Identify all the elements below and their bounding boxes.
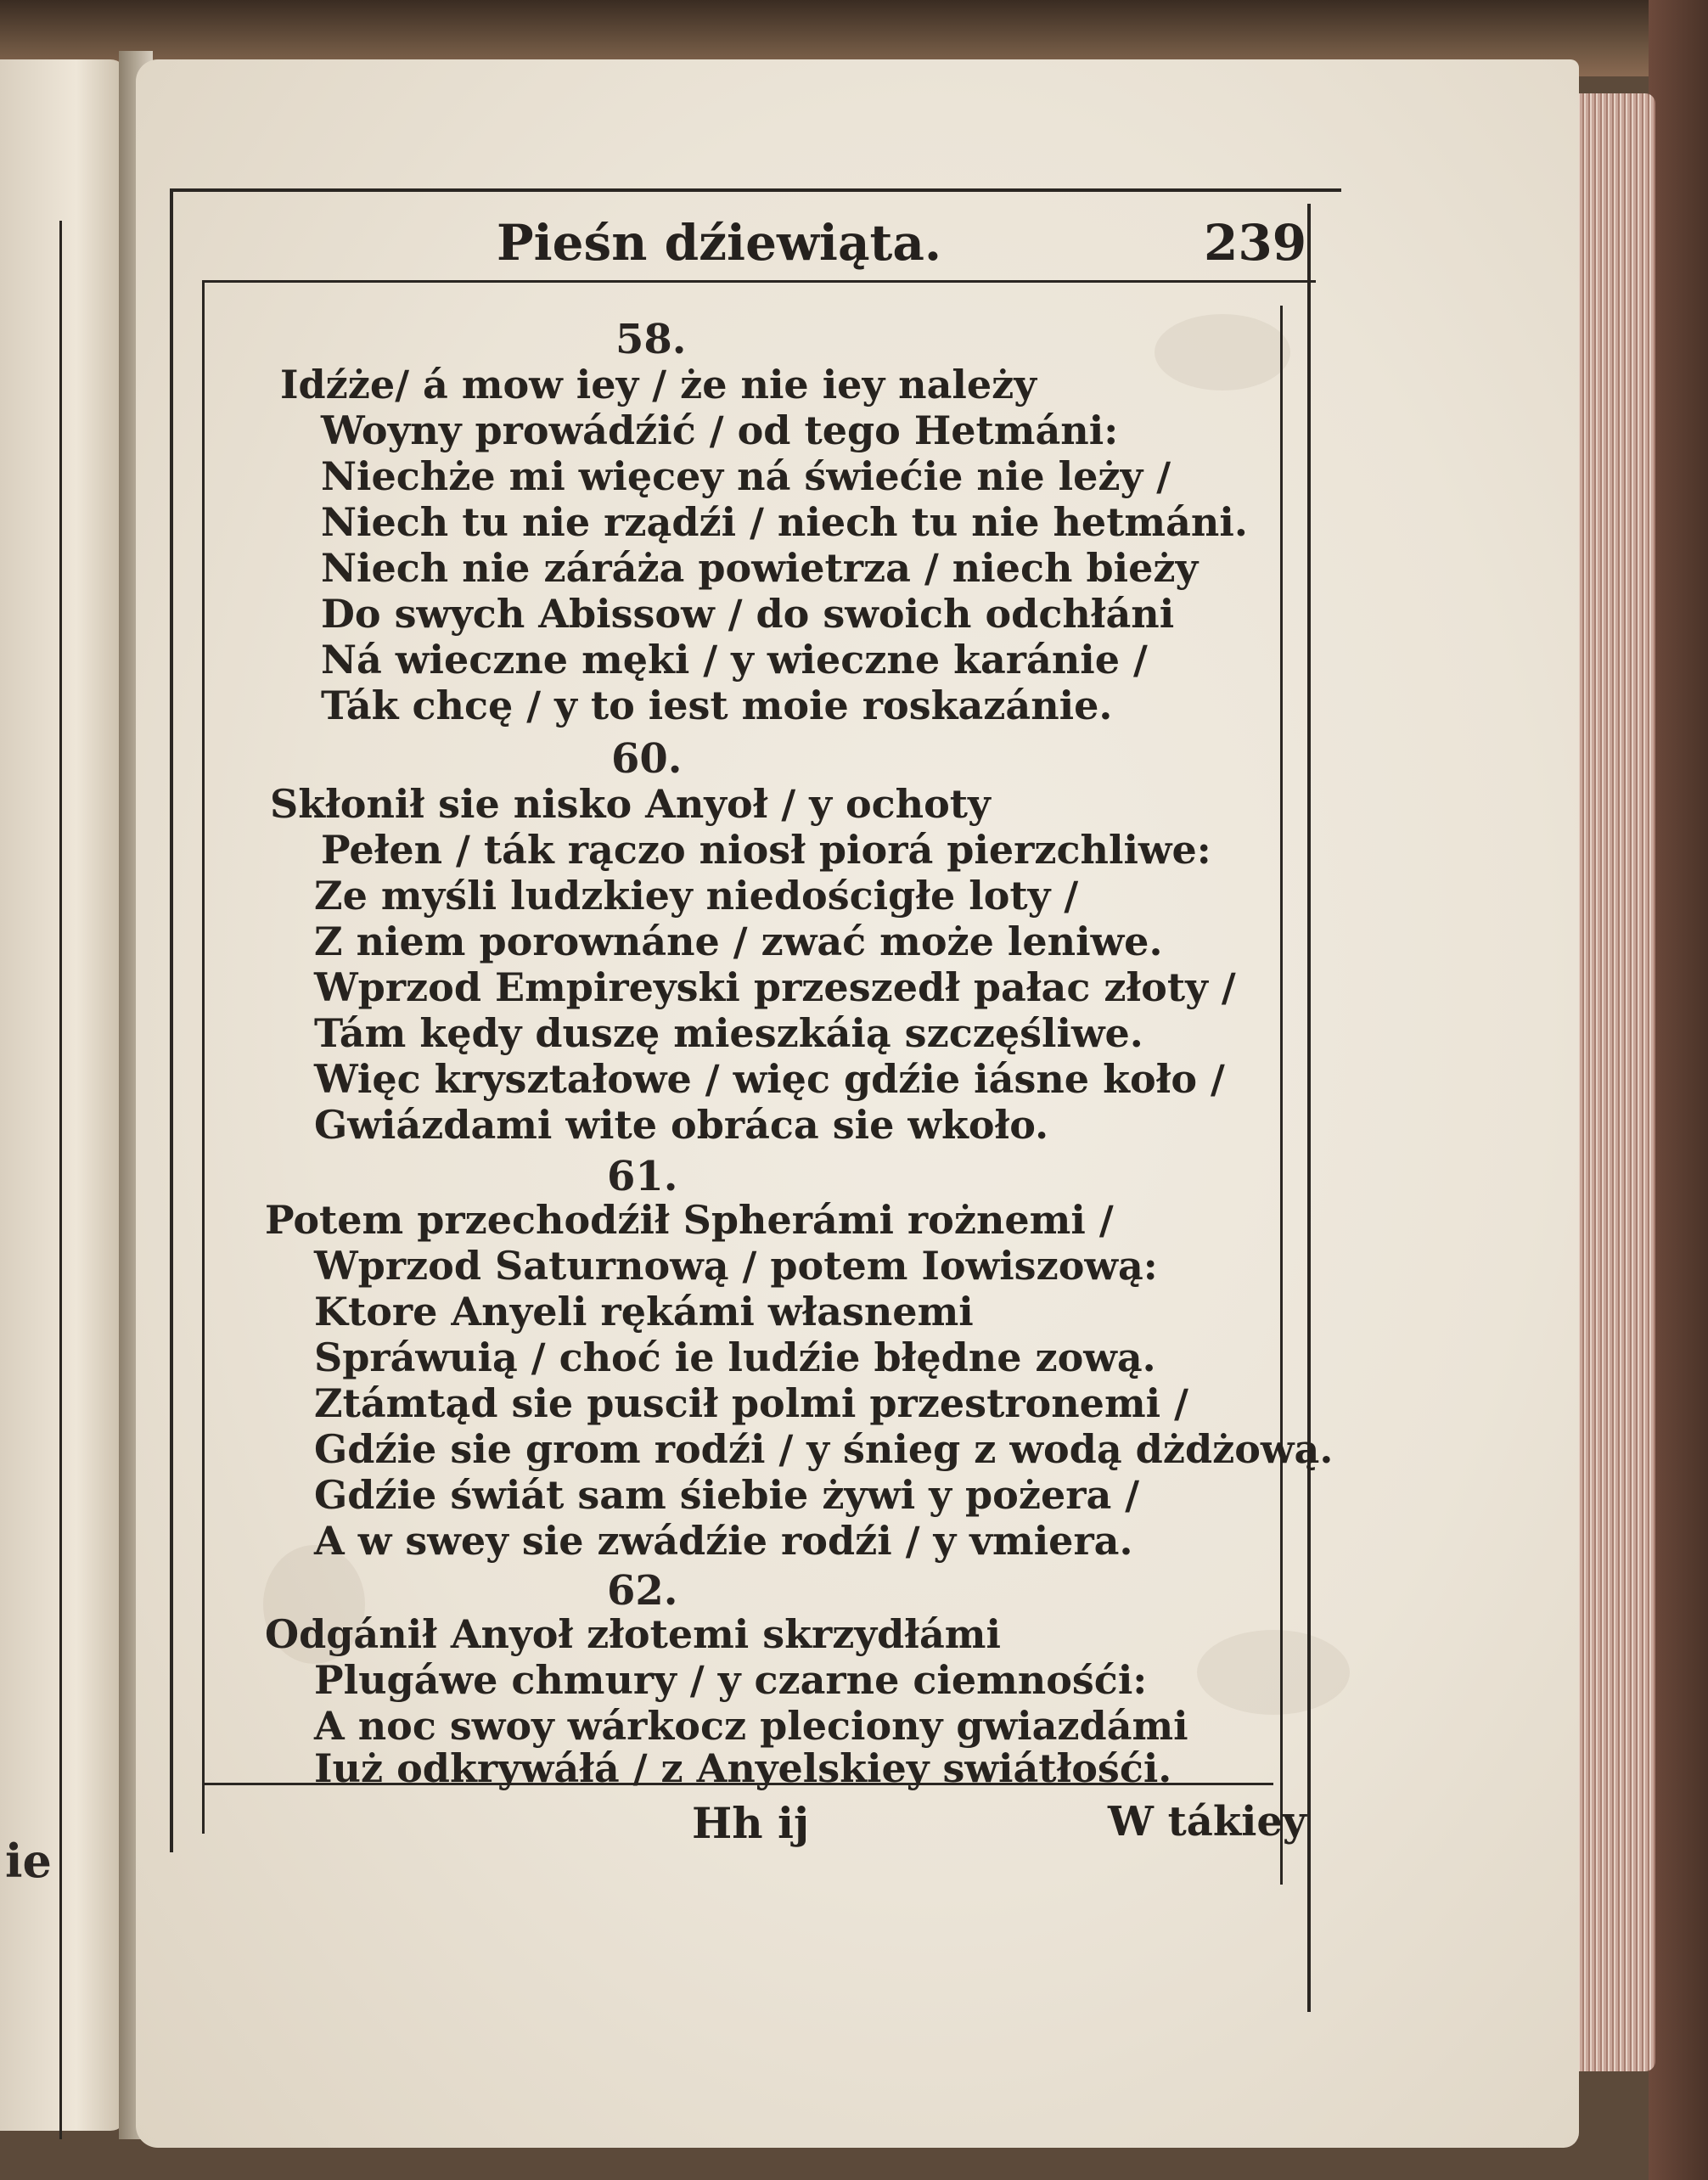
- verse-line: Woyny prowádźić / od tego Hetmáni:: [321, 407, 1119, 453]
- verse-line: Ktore Anyeli rękámi własnemi: [314, 1289, 974, 1334]
- verse-line: Odgánił Anyoł złotemi skrzydłámi: [265, 1611, 1001, 1657]
- verse-line: Ztámtąd sie puscił polmi przestronemi /: [314, 1380, 1188, 1426]
- verse-line: Gwiázdami wite obráca sie wkoło.: [314, 1102, 1049, 1148]
- left-page: [0, 59, 127, 2131]
- verse-line: Wprzod Empireyski przeszedł pałac złoty /: [314, 964, 1236, 1010]
- book-cover-right: [1649, 0, 1708, 2180]
- verse-line: Plugáwe chmury / y czarne ciemnośći:: [314, 1657, 1148, 1703]
- catchword: W tákiey: [1108, 1798, 1306, 1846]
- frame-left-outer-rule: [170, 188, 173, 1852]
- verse-line: Niech nie záráża powietrza / niech bieży: [321, 545, 1199, 591]
- verse-line: Gdźie sie grom rodźi / y śnieg z wodą dżdżową.: [314, 1426, 1334, 1472]
- verse-line: Gdźie świát sam śiebie żywi y pożera /: [314, 1472, 1140, 1518]
- stanza-number: 60.: [611, 735, 683, 783]
- frame-right-outer-rule: [1307, 204, 1311, 2012]
- verse-line: Więc kryształowe / więc gdźie iásne koło /: [314, 1056, 1225, 1102]
- verse-line: Idźże/ á mow iey / że nie iey należy: [280, 362, 1037, 407]
- verse-line: Niech tu nie rządźi / niech tu nie hetmáni.: [321, 499, 1248, 545]
- verse-line: A w swey sie zwádźie rodźi / y vmiera.: [314, 1518, 1133, 1564]
- verse-line: Niechże mi więcey ná świećie nie leży /: [321, 453, 1171, 499]
- header-underline-rule: [202, 280, 1316, 283]
- verse-line: Ták chcę / y to iest moie roskazánie.: [321, 683, 1113, 728]
- verse-line: Do swych Abissow / do swoich odchłáni: [321, 591, 1175, 637]
- running-head-title: Pieśn dźiewiąta.: [497, 214, 942, 272]
- verse-line: Ná wieczne męki / y wieczne karánie /: [321, 637, 1148, 683]
- verse-line: Pełen / ták rączo niosł piorá pierzchliwe:: [321, 827, 1211, 873]
- verse-line: Z niem porownáne / zwać może leniwe.: [314, 919, 1163, 964]
- verse-line: Spráwuią / choć ie ludźie błędne zową.: [314, 1334, 1156, 1380]
- verse-line: Ze myśli ludzkiey niedościgłe loty /: [314, 873, 1079, 919]
- verse-line: A noc swoy wárkocz pleciony gwiazdámi: [314, 1703, 1188, 1749]
- frame-left-inner-rule: [202, 280, 205, 1834]
- verse-line: Wprzod Saturnową / potem Iowiszową:: [314, 1243, 1158, 1289]
- stanza-number: 62.: [607, 1567, 678, 1615]
- frame-top-rule: [171, 188, 1341, 192]
- frame-right-inner-rule: [1280, 306, 1283, 1885]
- verse-line: Potem przechodźił Spherámi rożnemi /: [265, 1197, 1114, 1243]
- stanza-number: 61.: [607, 1153, 678, 1200]
- verse-line: Tám kędy duszę mieszkáią szczęśliwe.: [314, 1010, 1143, 1056]
- left-page-fragment: ie: [5, 1834, 52, 1888]
- verse-line: Skłonił sie nisko Anyoł / y ochoty: [270, 781, 991, 827]
- verse-line: Iuż odkrywáłá / z Anyelskiey swiátłośći.: [314, 1745, 1172, 1791]
- signature-mark: Hh ij: [692, 1798, 810, 1848]
- stanza-number: 58.: [615, 316, 687, 363]
- paper-stain: [1197, 1630, 1350, 1715]
- paper-stain: [1155, 314, 1290, 390]
- page-number: 239: [1204, 214, 1307, 272]
